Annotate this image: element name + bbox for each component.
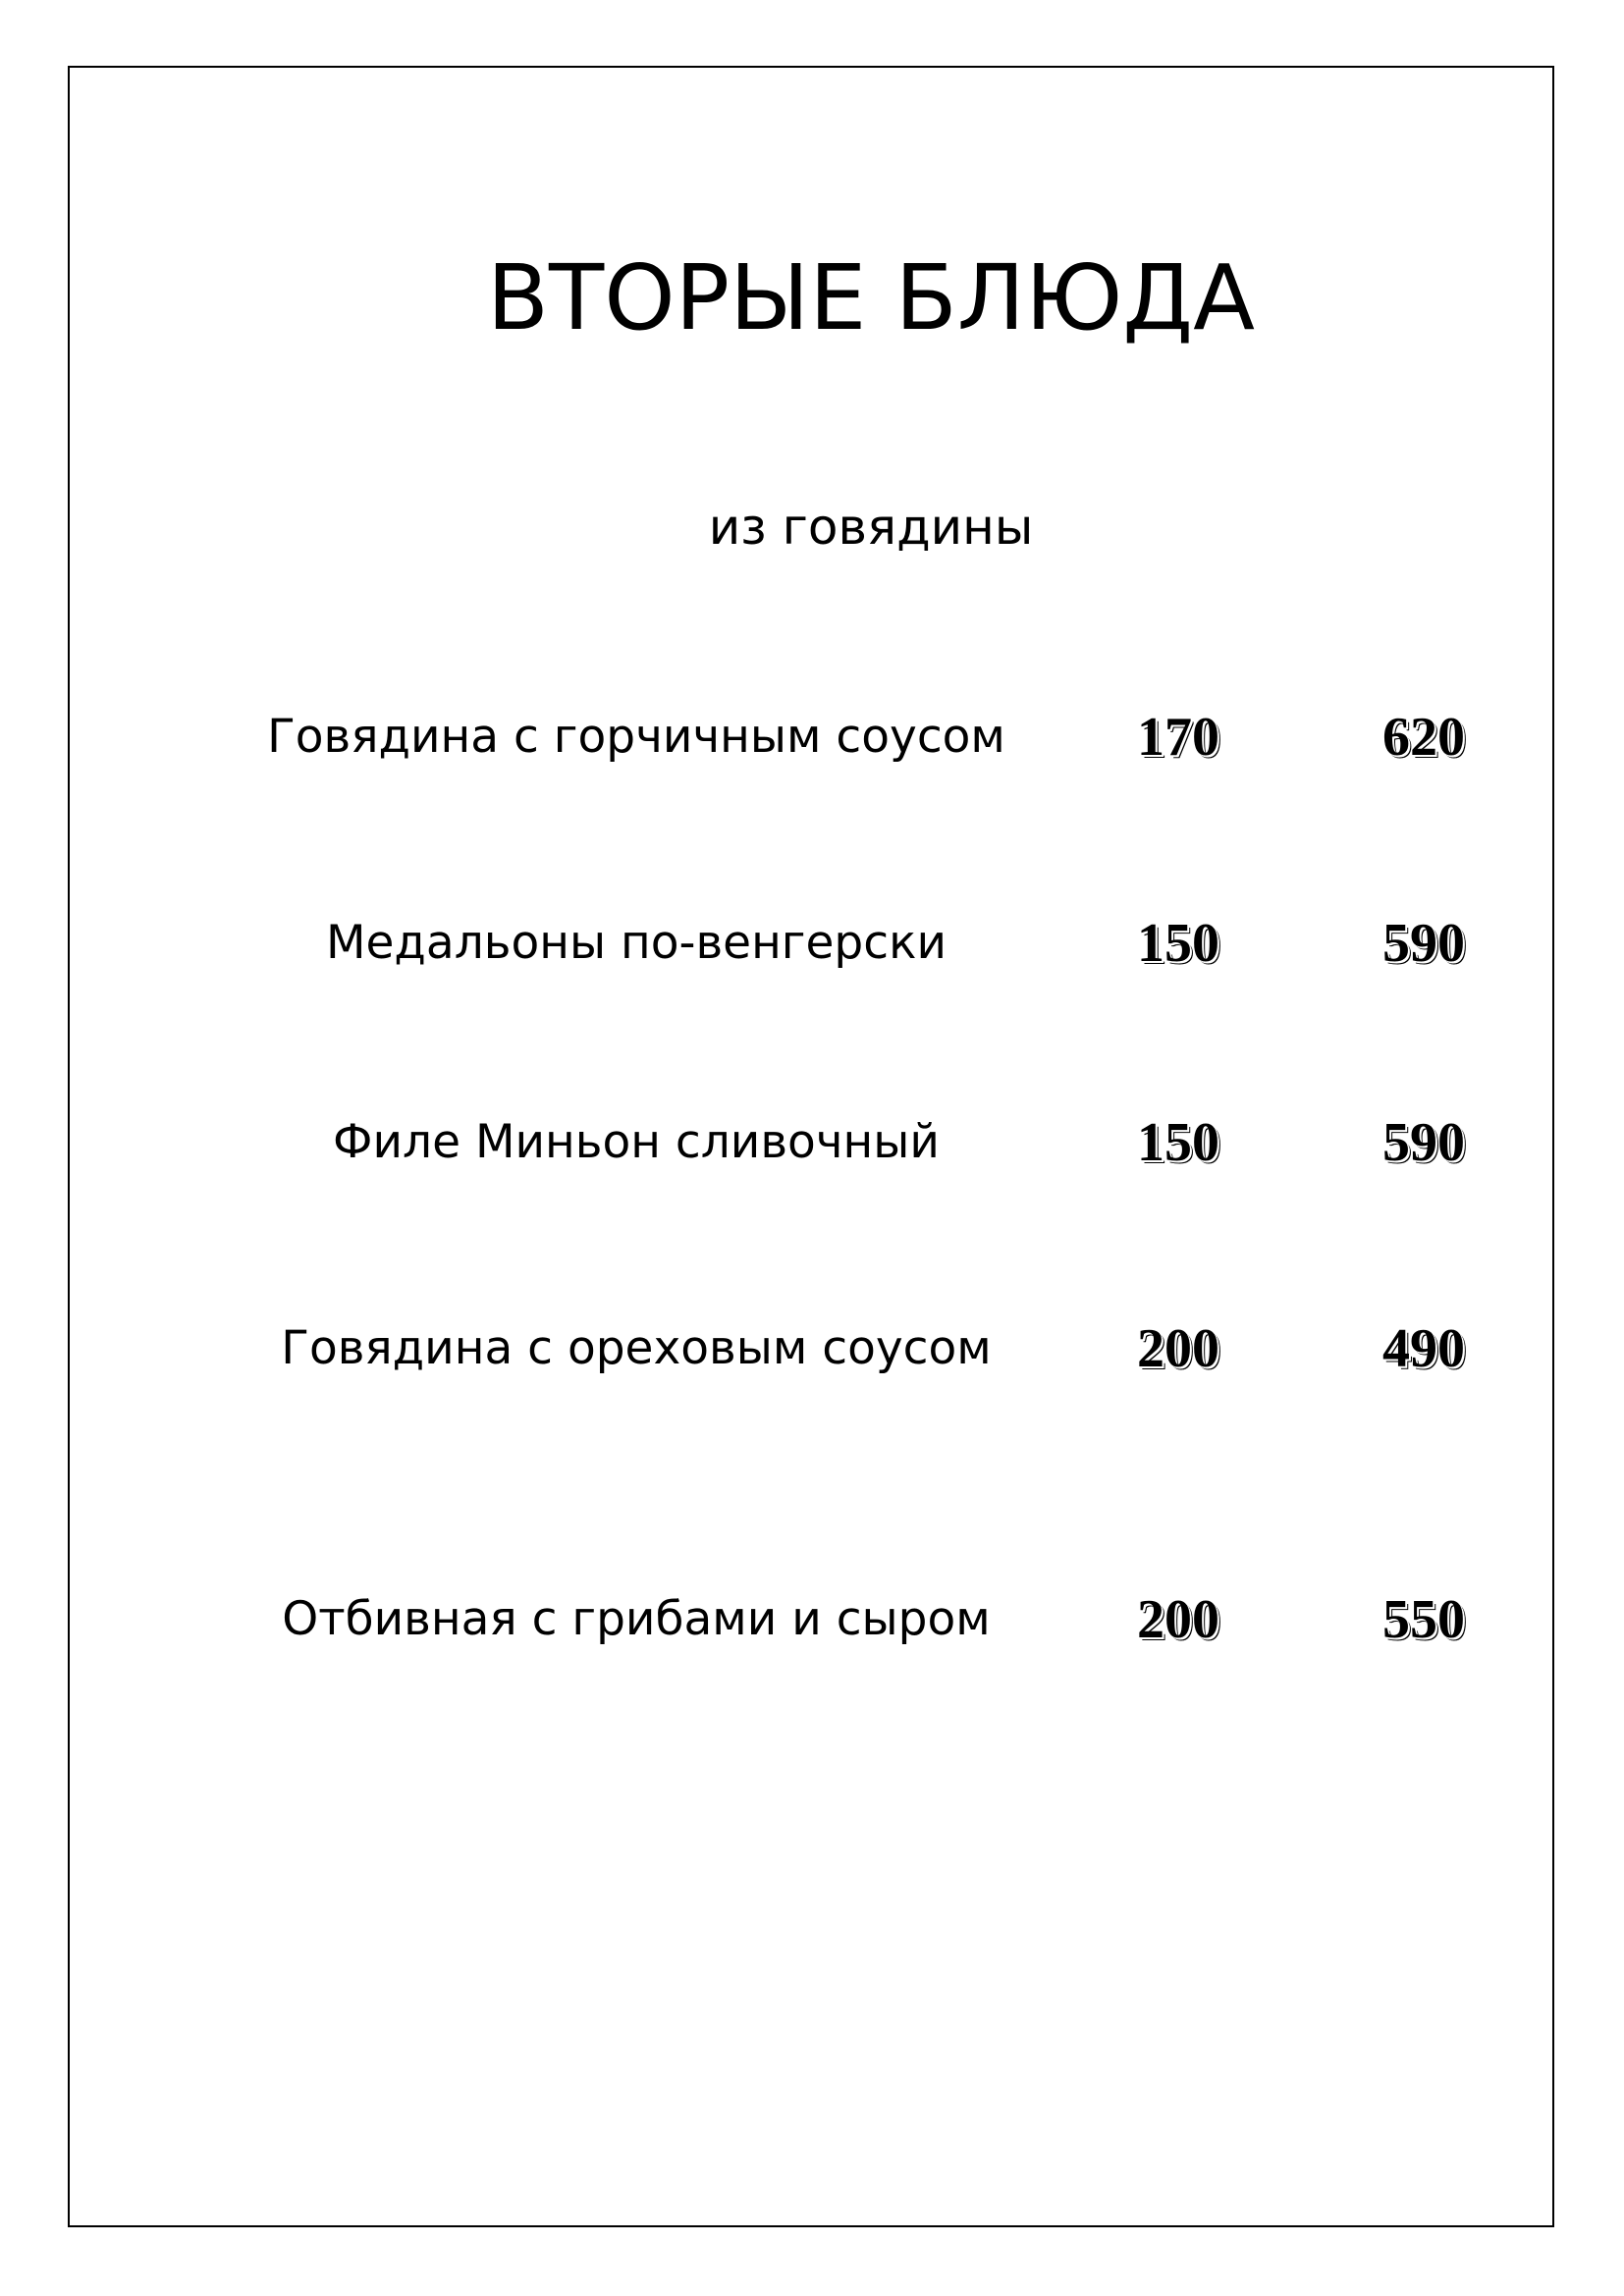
menu-item — [0, 908, 1624, 987]
item-price: 490 — [1382, 1318, 1465, 1379]
item-weight: 200 — [1137, 1318, 1219, 1379]
item-price: 620 — [1382, 707, 1465, 768]
item-name: Отбивная с грибами и сыром — [282, 1592, 991, 1646]
menu-item — [0, 702, 1624, 780]
menu-item — [0, 1313, 1624, 1392]
page-title: ВТОРЫЕ БЛЮДА — [486, 245, 1256, 350]
item-name: Говядина с горчичным соусом — [267, 710, 1005, 764]
item-name: Филе Миньон сливочный — [333, 1115, 940, 1169]
item-weight: 170 — [1137, 707, 1219, 768]
item-name: Медальоны по-венгерски — [325, 916, 947, 970]
menu-item — [0, 1107, 1624, 1186]
section-subtitle: из говядины — [708, 499, 1034, 556]
item-price: 590 — [1382, 913, 1465, 974]
item-price: 590 — [1382, 1112, 1465, 1173]
item-weight: 200 — [1137, 1589, 1219, 1650]
item-price: 550 — [1382, 1589, 1465, 1650]
item-name: Говядина с ореховым соусом — [281, 1321, 992, 1375]
menu-item — [0, 1584, 1624, 1663]
item-weight: 150 — [1137, 1112, 1219, 1173]
item-weight: 150 — [1137, 913, 1219, 974]
